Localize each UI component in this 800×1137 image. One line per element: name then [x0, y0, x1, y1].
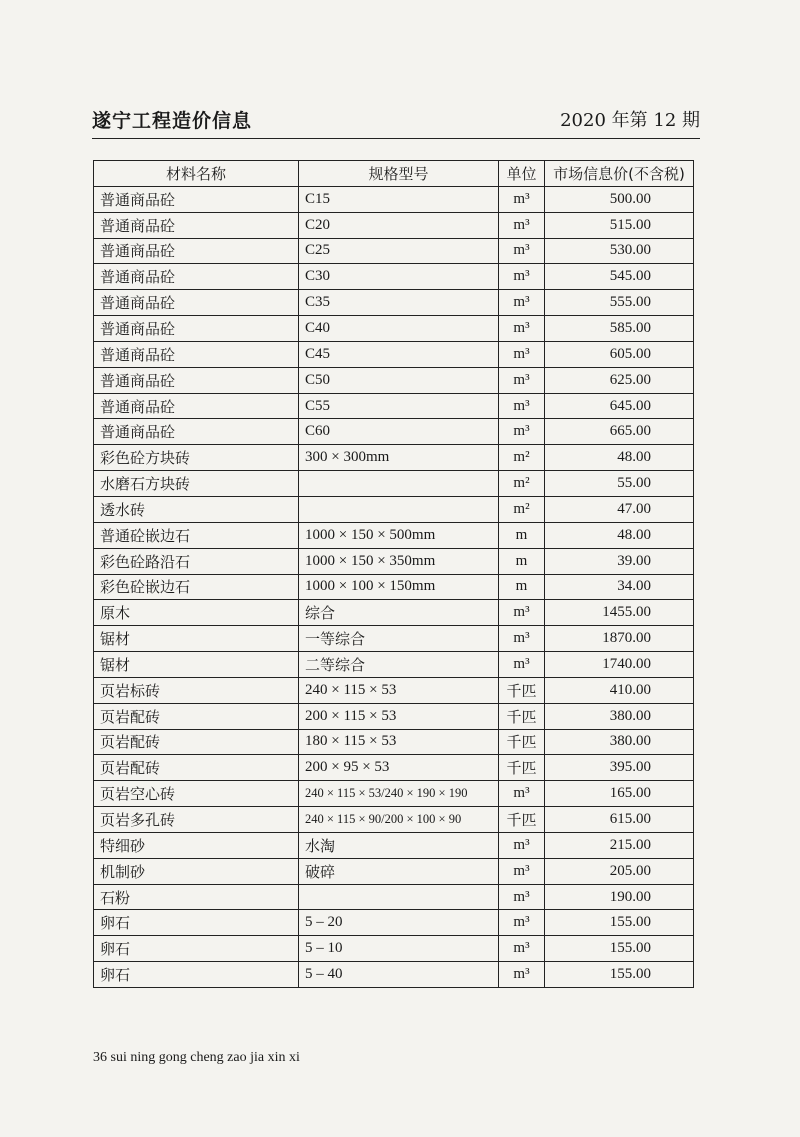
price-cell: 500.00	[545, 186, 694, 212]
spec-cell: 240 × 115 × 53/240 × 190 × 190	[299, 781, 499, 807]
material-name-cell: 彩色砼嵌边石	[94, 574, 299, 600]
material-name-cell: 页岩配砖	[94, 703, 299, 729]
price-cell: 410.00	[545, 677, 694, 703]
unit-cell: m³	[499, 600, 545, 626]
page-header	[92, 100, 700, 140]
spec-cell	[299, 884, 499, 910]
unit-cell: m²	[499, 445, 545, 471]
table-row	[94, 419, 694, 445]
spec-cell: 1000 × 100 × 150mm	[299, 574, 499, 600]
table-row	[94, 212, 694, 238]
table-row	[94, 884, 694, 910]
spec-cell: 5 – 40	[299, 962, 499, 988]
spec-cell	[299, 496, 499, 522]
unit-cell: m³	[499, 652, 545, 678]
table-row	[94, 496, 694, 522]
table-row	[94, 186, 694, 212]
price-cell: 190.00	[545, 884, 694, 910]
material-name-cell: 透水砖	[94, 496, 299, 522]
unit-cell: 千匹	[499, 703, 545, 729]
price-cell: 55.00	[545, 471, 694, 497]
table-row	[94, 574, 694, 600]
unit-cell: m³	[499, 238, 545, 264]
material-name-cell: 卵石	[94, 910, 299, 936]
price-cell: 515.00	[545, 212, 694, 238]
price-cell: 605.00	[545, 341, 694, 367]
spec-cell: 水淘	[299, 832, 499, 858]
table-row	[94, 781, 694, 807]
material-name-cell: 锯材	[94, 652, 299, 678]
table-row	[94, 910, 694, 936]
table-row	[94, 264, 694, 290]
unit-cell: m³	[499, 832, 545, 858]
column-header-spec: 规格型号	[299, 161, 499, 187]
spec-cell: C20	[299, 212, 499, 238]
spec-cell: 240 × 115 × 90/200 × 100 × 90	[299, 807, 499, 833]
table-row	[94, 807, 694, 833]
unit-cell: m³	[499, 367, 545, 393]
material-name-cell: 页岩空心砖	[94, 781, 299, 807]
spec-cell: 200 × 115 × 53	[299, 703, 499, 729]
price-cell: 380.00	[545, 729, 694, 755]
spec-cell: C30	[299, 264, 499, 290]
price-cell: 380.00	[545, 703, 694, 729]
spec-cell: C15	[299, 186, 499, 212]
material-name-cell: 原木	[94, 600, 299, 626]
price-cell: 665.00	[545, 419, 694, 445]
spec-cell: C35	[299, 290, 499, 316]
table-row	[94, 238, 694, 264]
material-name-cell: 机制砂	[94, 858, 299, 884]
column-header-name: 材料名称	[94, 161, 299, 187]
material-name-cell: 普通商品砼	[94, 186, 299, 212]
material-name-cell: 普通商品砼	[94, 238, 299, 264]
material-name-cell: 页岩配砖	[94, 729, 299, 755]
price-cell: 34.00	[545, 574, 694, 600]
spec-cell: 破碎	[299, 858, 499, 884]
price-cell: 155.00	[545, 910, 694, 936]
table-row	[94, 341, 694, 367]
table-row	[94, 832, 694, 858]
spec-cell: C50	[299, 367, 499, 393]
spec-cell: 一等综合	[299, 626, 499, 652]
table-row	[94, 393, 694, 419]
spec-cell: C40	[299, 316, 499, 342]
unit-cell: m³	[499, 212, 545, 238]
material-name-cell: 普通砼嵌边石	[94, 522, 299, 548]
unit-cell: m²	[499, 496, 545, 522]
unit-cell: 千匹	[499, 807, 545, 833]
spec-cell: 1000 × 150 × 500mm	[299, 522, 499, 548]
table-header-row	[94, 161, 694, 187]
price-cell: 395.00	[545, 755, 694, 781]
unit-cell: m³	[499, 936, 545, 962]
header-divider	[92, 138, 700, 139]
material-name-cell: 普通商品砼	[94, 393, 299, 419]
column-header-price: 市场信息价(不含税)	[545, 161, 694, 187]
spec-cell: 1000 × 150 × 350mm	[299, 548, 499, 574]
table-row	[94, 445, 694, 471]
unit-cell: m³	[499, 419, 545, 445]
price-cell: 48.00	[545, 522, 694, 548]
unit-cell: m	[499, 548, 545, 574]
price-cell: 47.00	[545, 496, 694, 522]
spec-cell: 二等综合	[299, 652, 499, 678]
unit-cell: m³	[499, 186, 545, 212]
table-body	[94, 186, 694, 987]
table-row	[94, 600, 694, 626]
unit-cell: m³	[499, 884, 545, 910]
publication-title: 遂宁工程造价信息	[92, 110, 253, 132]
unit-cell: m²	[499, 471, 545, 497]
table-row	[94, 471, 694, 497]
spec-cell: 5 – 10	[299, 936, 499, 962]
material-name-cell: 水磨石方块砖	[94, 471, 299, 497]
material-name-cell: 普通商品砼	[94, 316, 299, 342]
spec-cell	[299, 471, 499, 497]
material-name-cell: 普通商品砼	[94, 341, 299, 367]
spec-cell: 综合	[299, 600, 499, 626]
table-row	[94, 703, 694, 729]
unit-cell: 千匹	[499, 729, 545, 755]
material-name-cell: 普通商品砼	[94, 212, 299, 238]
table-row	[94, 290, 694, 316]
table-row	[94, 652, 694, 678]
price-cell: 585.00	[545, 316, 694, 342]
material-name-cell: 彩色砼路沿石	[94, 548, 299, 574]
unit-cell: m	[499, 522, 545, 548]
table-row	[94, 962, 694, 988]
price-cell: 530.00	[545, 238, 694, 264]
price-cell: 1455.00	[545, 600, 694, 626]
price-cell: 555.00	[545, 290, 694, 316]
price-cell: 165.00	[545, 781, 694, 807]
unit-cell: m³	[499, 910, 545, 936]
table-row	[94, 522, 694, 548]
unit-cell: m³	[499, 341, 545, 367]
table-row	[94, 729, 694, 755]
spec-cell: C60	[299, 419, 499, 445]
table-row	[94, 316, 694, 342]
price-cell: 155.00	[545, 936, 694, 962]
price-cell: 1870.00	[545, 626, 694, 652]
material-name-cell: 特细砂	[94, 832, 299, 858]
material-name-cell: 普通商品砼	[94, 264, 299, 290]
unit-cell: 千匹	[499, 677, 545, 703]
material-name-cell: 彩色砼方块砖	[94, 445, 299, 471]
price-cell: 1740.00	[545, 652, 694, 678]
material-name-cell: 普通商品砼	[94, 367, 299, 393]
material-price-table	[93, 160, 694, 988]
price-cell: 155.00	[545, 962, 694, 988]
table-row	[94, 677, 694, 703]
spec-cell: 200 × 95 × 53	[299, 755, 499, 781]
material-name-cell: 页岩多孔砖	[94, 807, 299, 833]
issue-number: 2020 年第 12 期	[560, 110, 700, 131]
table-row	[94, 936, 694, 962]
spec-cell: 240 × 115 × 53	[299, 677, 499, 703]
spec-cell: 5 – 20	[299, 910, 499, 936]
spec-cell: C45	[299, 341, 499, 367]
price-cell: 625.00	[545, 367, 694, 393]
unit-cell: m³	[499, 858, 545, 884]
material-name-cell: 普通商品砼	[94, 290, 299, 316]
price-cell: 545.00	[545, 264, 694, 290]
unit-cell: m	[499, 574, 545, 600]
price-cell: 39.00	[545, 548, 694, 574]
unit-cell: m³	[499, 264, 545, 290]
column-header-unit: 单位	[499, 161, 545, 187]
price-cell: 48.00	[545, 445, 694, 471]
material-name-cell: 页岩标砖	[94, 677, 299, 703]
material-name-cell: 普通商品砼	[94, 419, 299, 445]
page-footer: 36 sui ning gong cheng zao jia xin xi	[93, 1050, 300, 1065]
material-name-cell: 卵石	[94, 936, 299, 962]
unit-cell: m³	[499, 781, 545, 807]
spec-cell: C25	[299, 238, 499, 264]
price-cell: 205.00	[545, 858, 694, 884]
spec-cell: 300 × 300mm	[299, 445, 499, 471]
material-name-cell: 锯材	[94, 626, 299, 652]
material-name-cell: 页岩配砖	[94, 755, 299, 781]
table-row	[94, 548, 694, 574]
unit-cell: m³	[499, 962, 545, 988]
unit-cell: m³	[499, 316, 545, 342]
material-name-cell: 卵石	[94, 962, 299, 988]
unit-cell: m³	[499, 290, 545, 316]
table-row	[94, 367, 694, 393]
material-name-cell: 石粉	[94, 884, 299, 910]
spec-cell: C55	[299, 393, 499, 419]
unit-cell: m³	[499, 626, 545, 652]
price-cell: 645.00	[545, 393, 694, 419]
table-row	[94, 755, 694, 781]
unit-cell: 千匹	[499, 755, 545, 781]
spec-cell: 180 × 115 × 53	[299, 729, 499, 755]
price-cell: 615.00	[545, 807, 694, 833]
table-row	[94, 626, 694, 652]
table-row	[94, 858, 694, 884]
price-cell: 215.00	[545, 832, 694, 858]
unit-cell: m³	[499, 393, 545, 419]
